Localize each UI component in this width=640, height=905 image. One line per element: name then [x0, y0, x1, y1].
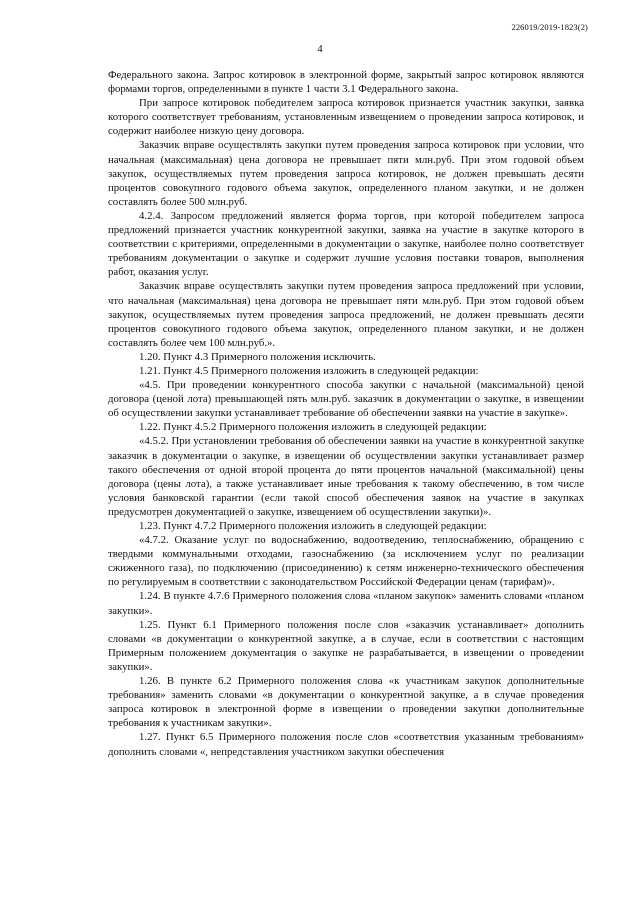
paragraph: 1.24. В пункте 4.7.6 Примерного положения слова «планом закупок» заменить словами «планом закупки». [108, 590, 584, 617]
paragraph: 1.23. Пункт 4.7.2 Примерного положения изложить в следующей редакции: [139, 520, 487, 532]
paragraph: 4.2.4. Запросом предложений является форма торгов, при которой победителем запроса предложений признается участник конкурентной закупки, заявка на участие в закупке которого в соответствии с критериями, определенными в документации о закупке, наиболее полно соответствует требованиям документации о закупке и содержит лучшие условия поставки товаров, выполнения работ, оказания услуг. [108, 209, 584, 279]
paragraph: 1.27. Пункт 6.5 Примерного положения после слов «соответствия указанным требованиям» дополнить словами «, непредставления участником закупки обеспечения [108, 731, 584, 758]
paragraph: 1.22. Пункт 4.5.2 Примерного положения изложить в следующей редакции: [139, 421, 487, 434]
paragraph: Федерального закона. Запрос котировок в электронной форме, закрытый запрос котировок являются формами торгов, определенными в пункте 1 части 3.1 Федерального закона. [108, 69, 584, 96]
paragraph: 1.25. Пункт 6.1 Примерного положения после слов «заказчик устанавливает» дополнить словами «в документации о конкурентной закупке, а в случае, если в соответствии с настоящим Примерным положением документация о закупке не разрабатывается, в извещении о проведении закупки». [108, 618, 584, 673]
paragraph: «4.7.2. Оказание услуг по водоснабжению, водоотведению, теплоснабжению, обращению с твердыми коммунальными отходами, газоснабжению (за исключением услуг по реализации сжиженного газа), по подключению (присоединению) к сетям инженерно-технического обеспечения по регулируемым в соответствии с законодательством Российской Федерации ценам (тарифам)». [108, 534, 584, 589]
page-number: 4 [317, 44, 323, 55]
paragraph: 1.21. Пункт 4.5 Примерного положения изложить в следующей редакции: [139, 364, 479, 377]
document-number: 226019/2019-1823(2) [511, 22, 588, 32]
paragraph: При запросе котировок победителем запроса котировок признается участник закупки, заявка которого соответствует требованиям, установленным извещением о проведении запроса котировок, и содержит наиболее низкую цену договора. [108, 97, 584, 138]
paragraph: 1.26. В пункте 6.2 Примерного положения слова «к участникам закупок дополнительные требования» заменить словами «в документации о конкурентной закупке, а в случае проведения запроса котировок в электронной форме в извещении о проведении закупки дополнительные требования к участникам закупки». [108, 675, 584, 730]
paragraph: «4.5. При проведении конкурентного способа закупки с начальной (максимальной) ценой договора (ценой лота) превышающей пять млн.руб. заказчик в документации о закупке, в извещении об осуществлении закупки устанавливает требование об обеспечении заявки на участие в закупке». [108, 379, 584, 420]
paragraph: «4.5.2. При установлении требования об обеспечении заявки на участие в конкурентной закупке заказчик в документации о закупке, в извещении об осуществлении закупки устанавливает размер такого обеспечения от одной второй процента до пяти процентов начальной (максимальной) цены договора (цены лота), а также устанавливает иные требования к такому обеспечению, в том числе условия банковской гарантии (если такой способ обеспечения заявок на участие в закупках предусмотрен документацией о закупке, извещением об осуществлении закупки)». [108, 435, 584, 518]
paragraph: Заказчик вправе осуществлять закупки путем проведения запроса предложений при условии, что начальная (максимальная) цена договора не превышает пяти млн.руб. При этом годовой объем закупок, осуществляемых путем проведения запроса предложений, не должен превышать десяти процентов совокупного годового объема закупок, определенного планом закупки, и не должен составлять более чем 100 млн.руб.». [108, 280, 584, 349]
paragraph: 1.20. Пункт 4.3 Примерного положения исключить. [139, 350, 376, 363]
paragraph: Заказчик вправе осуществлять закупки путем проведения запроса котировок при условии, что начальная (максимальная) цена договора не превышает пяти млн.руб. При этом годовой объем закупок, осуществляемых путем проведения запроса котировок, не должен превышать десяти процентов совокупного годового объема закупок, определенного планом закупки, и не должен составлять более 500 млн.руб. [108, 139, 584, 208]
document-body [108, 68, 584, 759]
